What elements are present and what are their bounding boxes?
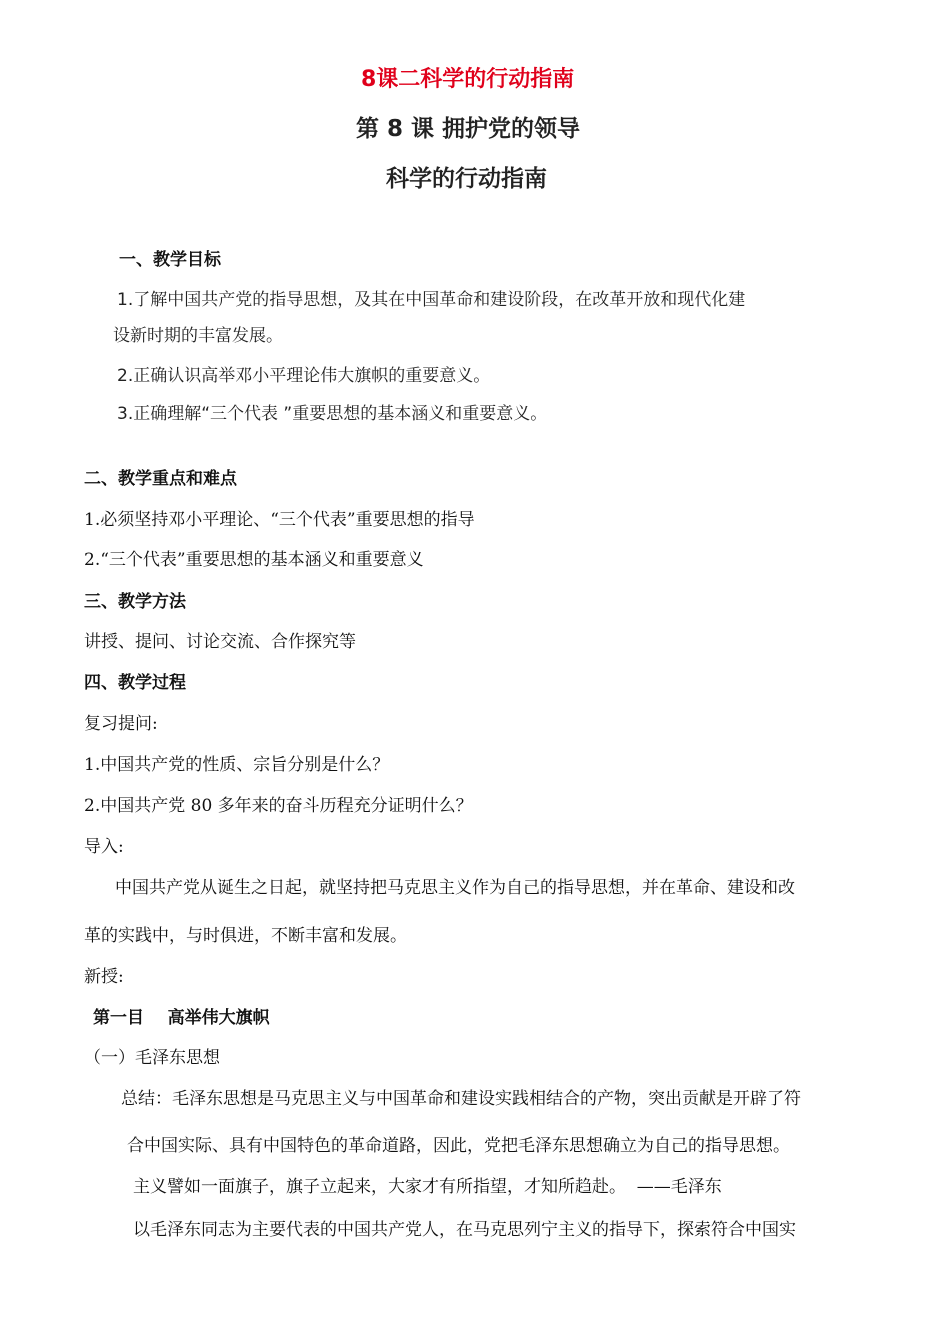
key-point-item-1: 1.必须坚持邓小平理论、“三个代表”重要思想的指导 bbox=[84, 510, 475, 530]
objective-item-3: 3.正确理解“三个代表 ”重要思想的基本涵义和重要意义。 bbox=[117, 404, 548, 424]
objectives-heading: 一、教学目标 bbox=[119, 250, 221, 270]
lesson-title: 第 8 课 拥护党的领导 bbox=[356, 116, 581, 142]
review-label: 复习提问: bbox=[84, 714, 158, 734]
review-question-1: 1.中国共产党的性质、宗旨分别是什么？ bbox=[84, 755, 390, 775]
objective-item-1-line-2: 设新时期的丰富发展。 bbox=[113, 326, 283, 346]
intro-label: 导入: bbox=[84, 837, 124, 857]
mao-quote: 主义譬如一面旗子，旗子立起来，大家才有所指望，才知所趋赴。 ——毛泽东 bbox=[133, 1177, 722, 1197]
methods-text: 讲授、提问、讨论交流、合作探究等 bbox=[84, 632, 356, 652]
subsection-mao-thought: （一）毛泽东思想 bbox=[84, 1048, 220, 1068]
document-top-title: 8课二科学的行动指南 bbox=[361, 67, 575, 92]
key-points-heading: 二、教学重点和难点 bbox=[84, 469, 237, 489]
new-lesson-label: 新授: bbox=[84, 967, 124, 987]
process-heading: 四、教学过程 bbox=[84, 673, 186, 693]
intro-paragraph-line-1: 中国共产党从诞生之日起，就坚持把马克思主义作为自己的指导思想，并在革命、建设和改 bbox=[115, 878, 795, 898]
key-point-item-2: 2.“三个代表”重要思想的基本涵义和重要意义 bbox=[84, 550, 424, 570]
methods-heading: 三、教学方法 bbox=[84, 592, 186, 612]
summary-line-2: 合中国实际、具有中国特色的革命道路，因此，党把毛泽东思想确立为自己的指导思想。 bbox=[127, 1136, 790, 1156]
review-question-2: 2.中国共产党 80 多年来的奋斗历程充分证明什么？ bbox=[84, 796, 473, 816]
paragraph-line-1: 以毛泽东同志为主要代表的中国共产党人，在马克思列宁主义的指导下，探索符合中国实 bbox=[133, 1220, 796, 1240]
summary-line-1: 总结：毛泽东思想是马克思主义与中国革命和建设实践相结合的产物，突出贡献是开辟了符 bbox=[121, 1089, 801, 1109]
section-1-title: 第一目 高举伟大旗帜 bbox=[93, 1008, 270, 1028]
lesson-subtitle: 科学的行动指南 bbox=[386, 166, 547, 192]
intro-paragraph-line-2: 革的实践中，与时俱进，不断丰富和发展。 bbox=[84, 926, 407, 946]
objective-item-1-line-1: 1.了解中国共产党的指导思想，及其在中国革命和建设阶段，在改革开放和现代化建 bbox=[117, 290, 746, 310]
objective-item-2: 2.正确认识高举邓小平理论伟大旗帜的重要意义。 bbox=[117, 366, 491, 386]
